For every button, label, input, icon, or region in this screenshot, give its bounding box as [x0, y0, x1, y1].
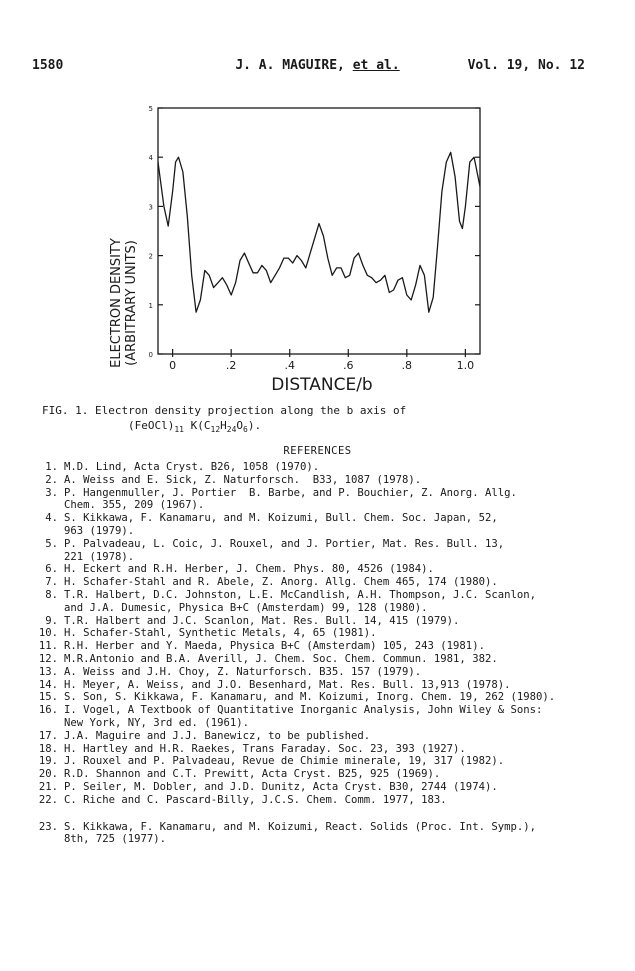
- reference-text: H. Meyer, A. Weiss, and J.O. Besenhard, Mat. Res. Bull. 13,913 (1978).: [64, 678, 511, 691]
- x-tick-label: .8: [401, 359, 413, 372]
- reference-number: 12.: [38, 652, 58, 665]
- reference-text: R.D. Shannon and C.T. Prewitt, Acta Cryst. B25, 925 (1969).: [64, 768, 441, 781]
- reference-item: [32, 781, 607, 794]
- y-tick-label: 2: [148, 252, 153, 261]
- reference-item: [32, 730, 607, 743]
- reference-text: M.R.Antonio and B.A. Averill, J. Chem. Soc. Chem. Commun. 1981, 382.: [64, 652, 498, 665]
- density-series-line: [158, 152, 480, 312]
- reference-number: 15.: [38, 691, 58, 704]
- reference-number: 7.: [45, 576, 58, 589]
- reference-item: [32, 640, 607, 653]
- reference-text: H. Schafer-Stahl, Synthetic Metals, 4, 65 (1981).: [64, 627, 377, 640]
- reference-text: P. Seiler, M. Dobler, and J.D. Dunitz, Acta Cryst. B30, 2744 (1974).: [64, 780, 498, 793]
- reference-text: P. Palvadeau, L. Coic, J. Rouxel, and J. Portier, Mat. Res. Bull. 13, 221 (1978).: [64, 537, 505, 563]
- volume-info: Vol. 19, No. 12: [467, 58, 585, 73]
- references-list: [32, 461, 607, 846]
- references-title: REFERENCES: [283, 445, 352, 457]
- reference-item: [32, 512, 607, 538]
- figure-caption: FIG. 1. Electron density projection along the b axis of: [42, 404, 407, 417]
- reference-number: 23.: [38, 820, 58, 833]
- reference-text: A. Weiss and J.H. Choy, Z. Naturforsch. B35. 157 (1979).: [64, 665, 422, 678]
- reference-item: [32, 755, 607, 768]
- reference-item: [32, 576, 607, 589]
- reference-number: 3.: [45, 486, 58, 499]
- y-tick-label: 5: [148, 105, 153, 113]
- reference-text: P. Hangenmuller, J. Portier B. Barbe, and P. Bouchier, Z. Anorg. Allg. Chem. 355, 209 (1967).: [64, 486, 517, 512]
- reference-text: J. Rouxel and P. Palvadeau, Revue de Chimie minerale, 19, 317 (1982).: [64, 755, 505, 768]
- reference-item: [32, 704, 607, 730]
- x-axis-label: DISTANCE/b: [271, 375, 373, 395]
- reference-item: [32, 666, 607, 679]
- x-tick-label: .2: [225, 359, 237, 372]
- y-axis-label-line1: ELECTRON DENSITY: [109, 238, 124, 368]
- reference-item: [32, 794, 607, 807]
- reference-number: 22.: [38, 793, 58, 806]
- x-tick-label: 0: [169, 359, 177, 372]
- y-tick-label: 0: [148, 351, 153, 359]
- reference-text: H. Eckert and R.H. Herber, J. Chem. Phys. 80, 4526 (1984).: [64, 563, 434, 576]
- reference-text: H. Hartley and H.R. Raekes, Trans Faraday. Soc. 23, 393 (1927).: [64, 742, 466, 755]
- reference-number: 14.: [38, 678, 58, 691]
- reference-item: [32, 461, 607, 474]
- reference-number: 9.: [45, 614, 58, 627]
- reference-number: 2.: [45, 473, 58, 486]
- reference-text: H. Schafer-Stahl and R. Abele, Z. Anorg. Allg. Chem 465, 174 (1980).: [64, 576, 498, 589]
- reference-text: C. Riche and C. Pascard-Billy, J.C.S. Chem. Comm. 1977, 183.: [64, 793, 447, 806]
- reference-text: T.R. Halbert and J.C. Scanlon, Mat. Res. Bull. 14, 415 (1979).: [64, 614, 460, 627]
- reference-item: [32, 563, 607, 576]
- reference-number: 20.: [38, 768, 58, 781]
- reference-item: [32, 821, 607, 847]
- reference-item: [32, 679, 607, 692]
- electron-density-chart: [100, 98, 500, 398]
- reference-number: 18.: [38, 742, 58, 755]
- reference-text: S. Kikkawa, F. Kanamaru, and M. Koizumi, React. Solids (Proc. Int. Symp.), 8th, 725 (1977).: [64, 820, 536, 846]
- reference-number: 11.: [38, 640, 58, 653]
- y-tick-label: 1: [148, 301, 153, 310]
- reference-item: [32, 474, 607, 487]
- reference-number: 10.: [38, 627, 58, 640]
- reference-item: [32, 538, 607, 564]
- reference-text: I. Vogel, A Textbook of Quantitative Inorganic Analysis, John Wiley & Sons: New York, NY, 3rd ed. (1961).: [64, 704, 543, 729]
- x-tick-label: .6: [343, 359, 354, 372]
- reference-number: 8.: [45, 588, 58, 601]
- figure-formula: $(FeOCl)_{11}$ $K(C_{12}H_{24}O_6)$.: [128, 419, 262, 435]
- reference-text: J.A. Maguire and J.J. Banewicz, to be published.: [64, 729, 371, 742]
- reference-item: [32, 768, 607, 781]
- reference-item: [32, 589, 607, 615]
- x-tick-label: 1.0: [456, 359, 475, 372]
- reference-number: 1.: [45, 461, 58, 473]
- reference-item: [32, 743, 607, 756]
- reference-item: [32, 653, 607, 666]
- reference-number: 17.: [38, 729, 58, 742]
- reference-item: [32, 691, 607, 704]
- reference-item: [32, 487, 607, 513]
- reference-number: 21.: [38, 780, 58, 793]
- reference-number: 19.: [38, 755, 58, 768]
- y-tick-label: 4: [148, 154, 153, 163]
- reference-number: 5.: [45, 537, 58, 550]
- page-number: 1580: [32, 58, 64, 73]
- reference-text: A. Weiss and E. Sick, Z. Naturforsch. B33, 1087 (1978).: [64, 473, 422, 486]
- reference-number: 13.: [38, 665, 58, 678]
- y-tick-label: 3: [148, 203, 153, 212]
- y-axis-label-line2: (ARBITRARY UNITS): [124, 240, 139, 366]
- reference-text: T.R. Halbert, D.C. Johnston, L.E. McCandlish, A.H. Thompson, J.C. Scanlon, and J.A. Dumesic, Physica B+C (Amsterdam) 99, 128 (1980).: [64, 588, 536, 614]
- reference-text: M.D. Lind, Acta Cryst. B26, 1058 (1970).: [64, 461, 320, 473]
- plot-frame: [158, 108, 480, 354]
- reference-text: R.H. Herber and Y. Maeda, Physica B+C (Amsterdam) 105, 243 (1981).: [64, 640, 485, 653]
- reference-number: 6.: [45, 563, 58, 576]
- reference-number: 16.: [38, 704, 58, 717]
- x-tick-label: .4: [284, 359, 295, 372]
- reference-number: 4.: [45, 512, 58, 525]
- author-name: J. A. MAGUIRE,: [235, 58, 353, 73]
- reference-item: [32, 627, 607, 640]
- reference-item: [32, 615, 607, 628]
- reference-text: S. Son, S. Kikkawa, F. Kanamaru, and M. Koizumi, Inorg. Chem. 19, 262 (1980).: [64, 691, 556, 704]
- reference-text: S. Kikkawa, F. Kanamaru, and M. Koizumi, Bull. Chem. Soc. Japan, 52, 963 (1979).: [64, 512, 498, 537]
- author-etal: et al.: [352, 58, 400, 73]
